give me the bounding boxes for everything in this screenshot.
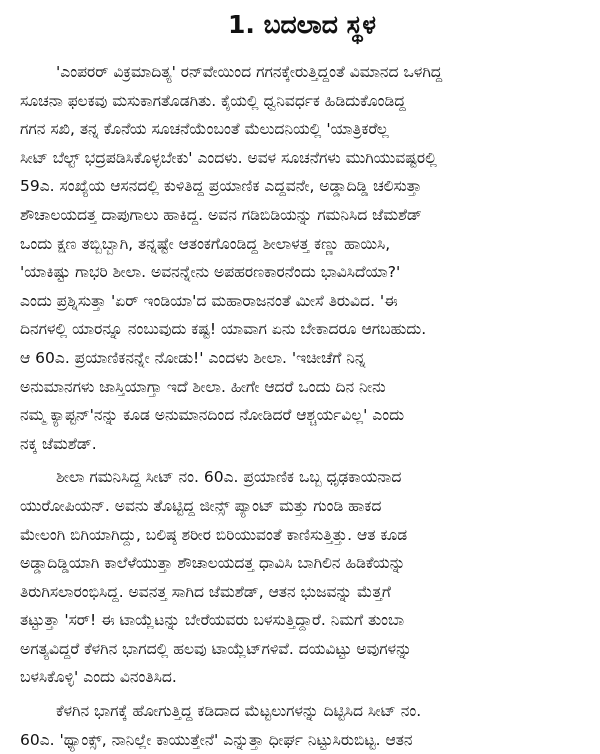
text-line: ಕೆಳಗಿನ ಭಾಗಕ್ಕೆ ಹೋಗುತ್ತಿದ್ದ ಕಡಿದಾದ ಮೆಟ್ಟಲುಗಳನ್ನು ದಿಟ್ಟಿಸಿದ ಸೀಟ್ ನಂ. bbox=[56, 702, 422, 721]
paragraph-2 bbox=[20, 463, 584, 692]
text-line: 60ಎ. 'ಥ್ಯಾಂಕ್ಸ್, ನಾನಿಲ್ಲೇ ಕಾಯುತ್ತೇನೆ' ಎನ್ನುತ್ತಾ ಧೀರ್ಘ ನಿಟ್ಟುಸಿರುಬಿಟ್ಟ. ಆತನ bbox=[20, 730, 413, 749]
text-line: ಶೀಲಾ ಗಮನಿಸಿದ್ದ ಸೀಟ್ ನಂ. 60ಎ. ಪ್ರಯಾಣಿಕ ಒಬ್ಬ ಧೃಢಕಾಯನಾದ bbox=[56, 468, 402, 487]
text-line: ಸೂಚನಾ ಫಲಕವು ಮಸುಕಾಗತೊಡಗಿತು. ಕೈಯಲ್ಲಿ ಧ್ವನಿವರ್ಧಕ ಹಿಡಿದುಕೊಂಡಿದ್ದ bbox=[20, 91, 406, 110]
text-line: 'ಯಾಕಿಷ್ಟು ಗಾಭರಿ ಶೀಲಾ. ಅವನನ್ನೇನು ಅಪಹರಣಕಾರನೆಂದು ಭಾವಿಸಿದೆಯಾ?' bbox=[20, 263, 401, 282]
text-line: ಶೌಚಾಲಯದತ್ತ ದಾಪುಗಾಲು ಹಾಕಿದ್ದ. ಅವನ ಗಡಿಬಿಡಿಯನ್ನು ಗಮನಿಸಿದ ಜೆಮಶೆಡ್ bbox=[20, 205, 422, 224]
paragraph-1 bbox=[20, 58, 584, 458]
text-line: ತಟ್ಟುತ್ತಾ 'ಸರ್! ಈ ಟಾಯ್ಲೆಟನ್ನು ಬೇರೆಯವರು ಬಳಸುತ್ತಿದ್ದಾರೆ. ನಿಮಗೆ ತುಂಬಾ bbox=[20, 611, 405, 630]
text-line: ನಮ್ಮ ಕ್ಯಾಪ್ಟನ್'ನನ್ನು ಕೂಡ ಅನುಮಾನದಿಂದ ನೋಡಿದರೆ ಆಶ್ಚರ್ಯವಿಲ್ಲ' ಎಂದು bbox=[20, 406, 405, 425]
text-line: ನಕ್ಕ ಜೆಮಶೆಡ್. bbox=[20, 434, 97, 453]
text-line: ಅಗತ್ಯವಿದ್ದರೆ ಕೆಳಗಿನ ಭಾಗದಲ್ಲಿ ಹಲವು ಟಾಯ್ಲೆಟ್‌ಗಳಿವೆ. ದಯವಿಟ್ಟು ಅವುಗಳನ್ನು bbox=[20, 639, 412, 658]
text-line: ಬಳಸಿಕೊಳ್ಳಿ' ಎಂದು ವಿನಂತಿಸಿದ. bbox=[20, 668, 177, 687]
chapter-title: 1. ಬದಲಾದ ಸ್ಥಳ bbox=[228, 10, 376, 39]
text-line: ಆ 60ಎ. ಪ್ರಯಾಣಿಕನನ್ನೇ ನೋಡು!' ಎಂದಳು ಶೀಲಾ. 'ಇಚೀಚೆಗೆ ನಿನ್ನ bbox=[20, 348, 366, 367]
text-line: ದಿನಗಳಲ್ಲಿ ಯಾರನ್ನೂ ನಂಬುವುದು ಕಷ್ಟ! ಯಾವಾಗ ಏನು ಬೇಕಾದರೂ ಆಗಬಹುದು. bbox=[20, 320, 427, 339]
paragraph-3 bbox=[20, 697, 584, 754]
text-line: ತಿರುಗಿಸಲಾರಂಭಿಸಿದ್ದ. ಅವನತ್ತ ಸಾಗಿದ ಜೆಮಶೆಡ್, ಆತನ ಭುಜವನ್ನು ಮೆತ್ತಗೆ bbox=[20, 582, 391, 601]
text-line: 'ಎಂಪರರ್ ವಿಕ್ರಮಾದಿತ್ಯ' ರನ್‌ವೇಯಿಂದ ಗಗನಕ್ಕೇರುತ್ತಿದ್ದಂತೆ ವಿಮಾನದ ಒಳಗಿದ್ದ bbox=[56, 63, 443, 81]
text-line: ಅಡ್ಡಾದಿಡ್ಡಿಯಾಗಿ ಕಾಲೆಳೆಯುತ್ತಾ ಶೌಚಾಲಯದತ್ತ ಧಾವಿಸಿ ಬಾಗಿಲಿನ ಹಿಡಿಕೆಯನ್ನು bbox=[20, 554, 406, 573]
text-line: ಸೀಟ್ ಬೆಲ್ಟ್ ಭದ್ರಪಡಿಸಿಕೊಳ್ಳಬೇಕು' ಎಂದಳು. ಅವಳ ಸೂಚನೆಗಳು ಮುಗಿಯುವಷ್ಟರಲ್ಲಿ bbox=[20, 148, 437, 167]
text-line: ಮೇಲಂಗಿ ಬಿಗಿಯಾಗಿದ್ದು, ಬಲಿಷ್ಠ ಶರೀರ ಬಿರಿಯುವಂತೆ ಕಾಣಿಸುತ್ತಿತ್ತು. ಆತ ಕೂಡ bbox=[20, 525, 408, 544]
text-line: ಒಂದು ಕ್ಷಣ ತಬ್ಬಿಬ್ಬಾಗಿ, ತನ್ನಷ್ಟೇ ಆತಂಕಗೊಂಡಿದ್ದ ಶೀಲಾಳತ್ತ ಕಣ್ಣು ಹಾಯಿಸಿ, bbox=[20, 234, 391, 253]
text-line: ಎಂದು ಪ್ರಶ್ನಿಸುತ್ತಾ 'ಏರ್ ಇಂಡಿಯಾ'ದ ಮಹಾರಾಜನಂತೆ ಮೀಸೆ ತಿರುವಿದ. 'ಈ bbox=[20, 291, 398, 310]
text-line: ಅನುಮಾನಗಳು ಜಾಸ್ತಿಯಾಗ್ತಾ ಇದೆ ಶೀಲಾ. ಹೀಗೇ ಆದರೆ ಒಂದು ದಿನ ನೀನು bbox=[20, 377, 386, 396]
text-line: 59ಎ. ಸಂಖ್ಯೆಯ ಆಸನದಲ್ಲಿ ಕುಳಿತಿದ್ದ ಪ್ರಯಾಣಿಕ ಎದ್ದವನೇ, ಅಡ್ಡಾದಿಡ್ಡಿ ಚಲಿಸುತ್ತಾ bbox=[20, 177, 422, 196]
text-line: ಯುರೋಪಿಯನ್. ಅವನು ತೊಟ್ಟಿದ್ದ ಜೀನ್ಸ್ ಪ್ಯಾಂಟ್ ಮತ್ತು ಗುಂಡಿ ಹಾಕದ bbox=[20, 496, 382, 515]
text-line: ಗಗನ ಸಖಿ, ತನ್ನ ಕೊನೆಯ ಸೂಚನೆಯೆಂಬಂತೆ ಮೆಲುದನಿಯಲ್ಲಿ 'ಯಾತ್ರಿಕರೆಲ್ಲ bbox=[20, 120, 389, 139]
